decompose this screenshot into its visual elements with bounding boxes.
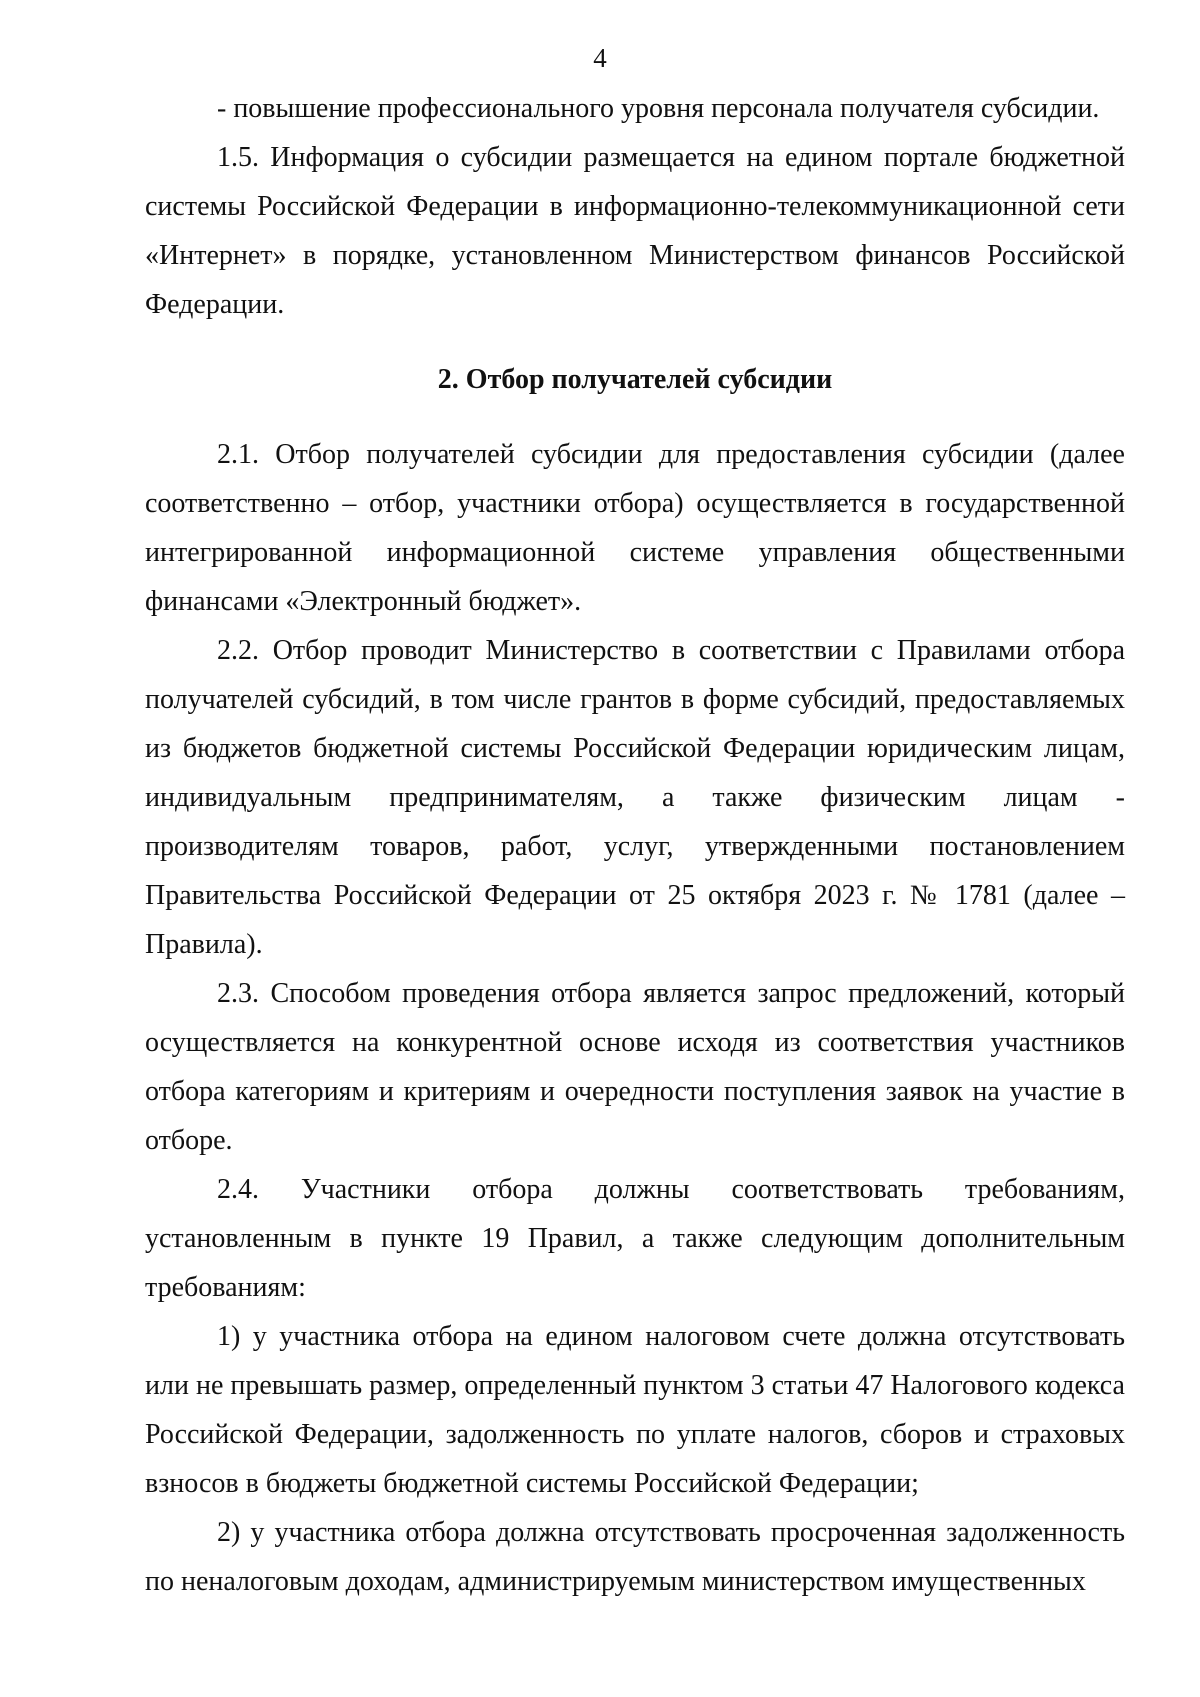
document-body xyxy=(145,84,1125,1606)
page-number: 4 xyxy=(593,43,607,73)
paragraph-2-2: 2.2. Отбор проводит Министерство в соответствии с Правилами отбора получателей субсидий, в том числе грантов в форме субсидий, предоставляемых из бюджетов бюджетной системы Российской Федерации юридическим лицам, индивидуальным предпринимателям, а также физическим лицам - производителям товаров, работ, услуг, утвержденными постановлением Правительства Российской Федерации от 25 октября 2023 г. № 1781 (далее – Правила). xyxy=(145,635,1125,960)
paragraph-professional-level: - повышение профессионального уровня персонала получателя субсидии. xyxy=(217,93,1100,124)
paragraph-2-4: 2.4. Участники отбора должны соответствовать требованиям, установленным в пункте 19 Правил, а также следующим дополнительным требованиям: xyxy=(145,1174,1125,1303)
section-spacer xyxy=(145,329,1125,355)
paragraph-requirement-1: 1) у участника отбора на едином налоговом счете должна отсутствовать или не превышать размер, определенный пунктом 3 статьи 47 Налогового кодекса Российской Федерации, задолженность по уплате налогов, сборов и страховых взносов в бюджеты бюджетной системы Российской Федерации; xyxy=(145,1321,1125,1499)
paragraph-2-1: 2.1. Отбор получателей субсидии для предоставления субсидии (далее соответственно – отбор, участники отбора) осуществляется в государственной интегрированной информационной системе управления общественными финансами «Электронный бюджет». xyxy=(145,439,1125,617)
paragraph-requirement-2: 2) у участника отбора должна отсутствовать просроченная задолженность по неналоговым доходам, администрируемым министерством имущественных xyxy=(145,1517,1125,1597)
section-heading: 2. Отбор получателей субсидии xyxy=(437,364,833,395)
paragraph-1-5: 1.5. Информация о субсидии размещается на едином портале бюджетной системы Российской Федерации в информационно-телекоммуникационной сети «Интернет» в порядке, установленном Министерством финансов Российской Федерации. xyxy=(145,142,1125,320)
section-spacer xyxy=(145,404,1125,430)
paragraph-2-3: 2.3. Способом проведения отбора является запрос предложений, который осуществляется на конкурентной основе исходя из соответствия участников отбора категориям и критериям и очередности поступления заявок на участие в отборе. xyxy=(145,978,1125,1156)
